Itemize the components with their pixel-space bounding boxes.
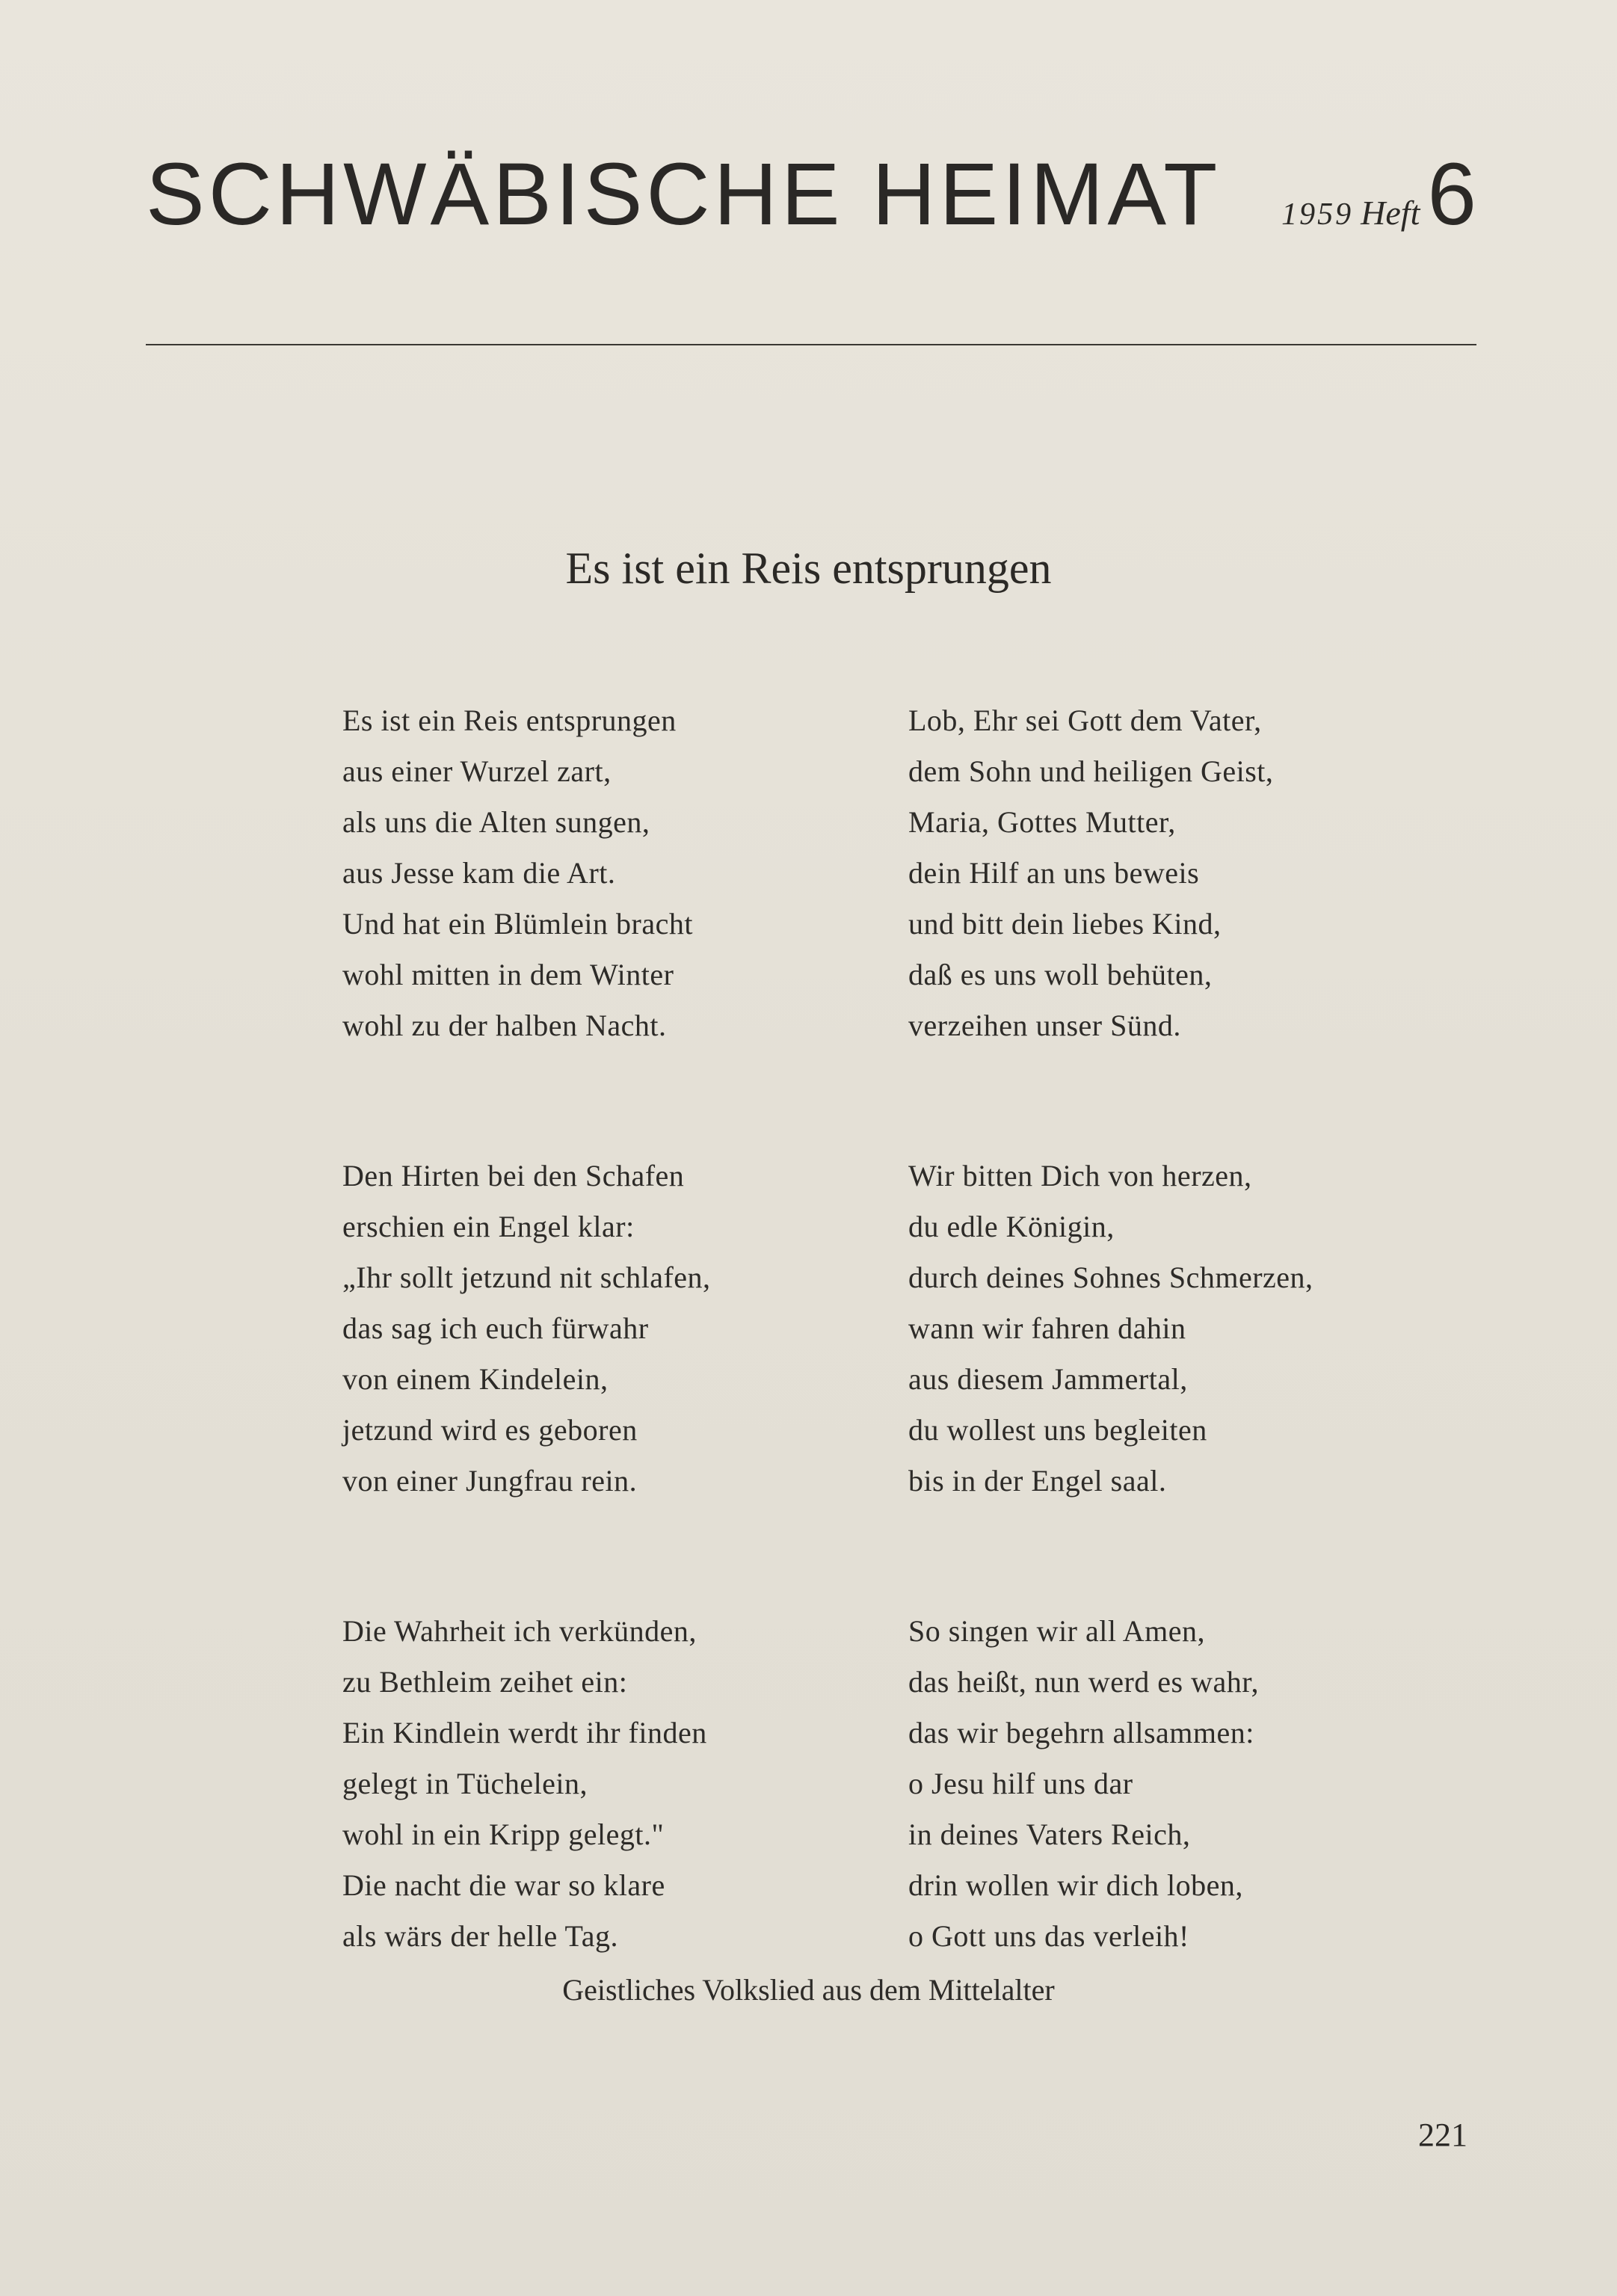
verse-line: aus einer Wurzel zart,	[342, 754, 612, 788]
verse-line: So singen wir all Amen,	[908, 1614, 1206, 1648]
verse-line: das heißt, nun werd es wahr,	[908, 1665, 1259, 1699]
verse-line: wohl zu der halben Nacht.	[342, 1009, 667, 1042]
verse-line: wohl mitten in dem Winter	[342, 958, 674, 991]
verse-line: du wollest uns begleiten	[908, 1413, 1207, 1447]
header-rule	[146, 344, 1476, 345]
verse-line: o Jesu hilf uns dar	[908, 1767, 1133, 1800]
verse-line: Und hat ein Blümlein bracht	[342, 907, 693, 941]
stanza	[342, 1606, 911, 1962]
verse-line: Maria, Gottes Mutter,	[908, 805, 1176, 839]
verse-line: durch deines Sohnes Schmerzen,	[908, 1261, 1313, 1294]
verse-line: Die nacht die war so klare	[342, 1868, 665, 1902]
verse-line: von einem Kindelein,	[342, 1362, 609, 1396]
verse-line: in deines Vaters Reich,	[908, 1818, 1191, 1851]
verse-line: als wärs der helle Tag.	[342, 1919, 618, 1953]
poem-right-column	[908, 695, 1476, 2061]
magazine-title: SCHWÄBISCHE HEIMAT	[146, 145, 1222, 244]
verse-line: daß es uns woll behüten,	[908, 958, 1213, 991]
verse-line: gelegt in Tüchelein,	[342, 1767, 588, 1800]
verse-line: jetzund wird es geboren	[342, 1413, 638, 1447]
stanza	[908, 1151, 1476, 1506]
verse-line: o Gott uns das verleih!	[908, 1919, 1189, 1953]
verse-line: aus diesem Jammertal,	[908, 1362, 1188, 1396]
verse-line: Ein Kindlein werdt ihr finden	[342, 1716, 707, 1749]
verse-line: bis in der Engel saal.	[908, 1464, 1167, 1498]
masthead	[146, 145, 1476, 247]
verse-line: dein Hilf an uns beweis	[908, 856, 1200, 890]
verse-line: Wir bitten Dich von herzen,	[908, 1159, 1252, 1192]
verse-line: und bitt dein liebes Kind,	[908, 907, 1222, 941]
issue-label: Heft	[1361, 194, 1420, 232]
verse-line: du edle Königin,	[908, 1210, 1115, 1243]
poem-title: Es ist ein Reis entsprungen	[565, 544, 1052, 593]
poem-left-column	[342, 695, 911, 2061]
verse-line: aus Jesse kam die Art.	[342, 856, 616, 890]
verse-line: verzeihen unser Sünd.	[908, 1009, 1181, 1042]
verse-line: „Ihr sollt jetzund nit schlafen,	[342, 1261, 711, 1294]
issue-year: 1959	[1281, 197, 1354, 232]
issue-number: 6	[1427, 145, 1476, 244]
verse-line: Den Hirten bei den Schafen	[342, 1159, 685, 1192]
stanza	[342, 1151, 911, 1506]
verse-line: Die Wahrheit ich verkünden,	[342, 1614, 697, 1648]
verse-line: zu Bethleim zeihet ein:	[342, 1665, 628, 1699]
verse-line: wann wir fahren dahin	[908, 1311, 1186, 1345]
verse-line: das wir begehrn allsammen:	[908, 1716, 1254, 1749]
stanza	[342, 695, 911, 1051]
verse-line: erschien ein Engel klar:	[342, 1210, 635, 1243]
verse-line: als uns die Alten sungen,	[342, 805, 650, 839]
verse-line: Es ist ein Reis entsprungen	[342, 704, 677, 737]
verse-line: dem Sohn und heiligen Geist,	[908, 754, 1274, 788]
page-number: 221	[1418, 2117, 1467, 2153]
stanza	[908, 1606, 1476, 1962]
issue-info	[1281, 145, 1476, 266]
verse-line: das sag ich euch fürwahr	[342, 1311, 649, 1345]
verse-line: drin wollen wir dich loben,	[908, 1868, 1243, 1902]
stanza	[908, 695, 1476, 1051]
poem-attribution: Geistliches Volkslied aus dem Mittelalter	[562, 1973, 1055, 2007]
verse-line: von einer Jungfrau rein.	[342, 1464, 638, 1498]
verse-line: wohl in ein Kripp gelegt."	[342, 1818, 665, 1851]
verse-line: Lob, Ehr sei Gott dem Vater,	[908, 704, 1262, 737]
